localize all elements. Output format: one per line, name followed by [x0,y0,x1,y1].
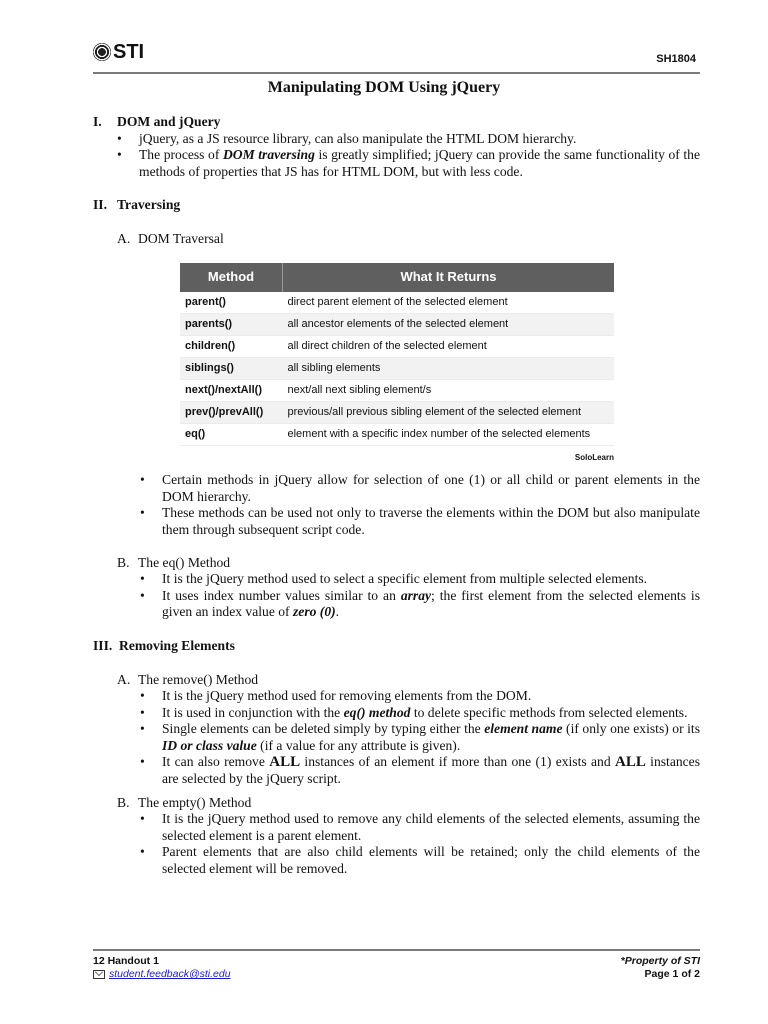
table-header-cell: What It Returns [283,263,615,292]
sti-globe-icon [93,43,111,61]
table-header-row [180,263,614,292]
list-item: • It can also remove ALL instances of an element if more than one (1) exists and ALL instances are selected by the jQuery script. [162,754,700,787]
section-heading-1: I. DOM and jQuery [93,114,221,129]
footer-left [93,955,231,981]
page-title: Manipulating DOM Using jQuery [267,79,501,96]
handout-label: 12 Handout 1 [93,955,159,967]
table-row [180,379,614,401]
logo-text: STI [113,41,145,63]
empty-method-list [93,811,700,877]
returns-cell: element with a specific index number of the selected elements [283,423,615,445]
list-item: • It is the jQuery method used to remove any child elements of the selected elements, assuming the selected element is a parent element. [162,811,700,844]
list-item: • It is the jQuery method used for removing elements from the DOM. [162,688,700,705]
property-label: *Property of STI [620,955,700,967]
subsection-heading: A. The remove() Method [117,671,259,687]
table-row [180,357,614,379]
method-cell: parent() [180,292,283,314]
list-item: • It is used in conjunction with the eq() method to delete specific methods from selected elements. [162,705,700,722]
returns-cell: all ancestor elements of the selected element [283,313,615,335]
table-row [180,292,614,314]
list-item: • It uses index number values similar to an array; the first element from the selected elements is given an index value of zero (0). [162,588,700,621]
envelope-icon [93,970,105,979]
page-footer [93,949,700,980]
method-cell: siblings() [180,357,283,379]
list-item: • These methods can be used not only to traverse the elements within the DOM but also manipulate them through subsequent script code. [162,505,700,538]
table-header-cell: Method [180,263,283,292]
table-row [180,313,614,335]
traversal-notes-list [93,472,700,538]
subsection-heading: B. The eq() Method [117,554,231,570]
document-code: SH1804 [656,53,696,65]
feedback-email-link[interactable]: student.feedback@sti.edu [109,968,231,980]
returns-cell: all sibling elements [283,357,615,379]
section-1-list [93,131,700,181]
list-item: • jQuery, as a JS resource library, can also manipulate the HTML DOM hierarchy. [139,131,700,148]
table-row [180,401,614,423]
list-item: • It is the jQuery method used to select a specific element from multiple selected elements. [162,571,700,588]
method-cell: parents() [180,313,283,335]
returns-cell: all direct children of the selected element [283,335,615,357]
document-body [93,114,700,878]
table-row [180,335,614,357]
list-item: • Parent elements that are also child elements will be retained; only the child elements of the selected element will be removed. [162,844,700,877]
footer-right [621,955,700,981]
list-item: • The process of DOM traversing is greatly simplified; jQuery can provide the same functionality of the methods of properties that JS has for HTML DOM, but with less code. [139,147,700,180]
eq-method-list [93,571,700,621]
page-number: Page 1 of 2 [644,968,700,980]
method-cell: eq() [180,423,283,445]
table-credit: SoloLearn [574,452,614,462]
section-heading-2: II. Traversing [93,197,181,213]
feedback-email-row [93,968,231,981]
returns-cell: next/all next sibling element/s [283,379,615,401]
returns-cell: direct parent element of the selected element [283,292,615,314]
subsection-heading: B. The empty() Method [117,794,252,810]
method-cell: next()/nextAll() [180,379,283,401]
remove-method-list [93,688,700,788]
table-row [180,423,614,445]
list-item: • Single elements can be deleted simply by typing either the element name (if only one exists) or its ID or class value (if a value for any attribute is given). [162,721,700,754]
method-cell: prev()/prevAll() [180,401,283,423]
sti-logo [93,42,144,62]
returns-cell: previous/all previous sibling element of the selected element [283,401,615,423]
section-heading-3: III. Removing Elements [93,637,235,653]
method-cell: children() [180,335,283,357]
list-item: • Certain methods in jQuery allow for selection of one (1) or all child or parent elements in the DOM hierarchy. [162,472,700,505]
subsection-heading: A. DOM Traversal [117,230,224,246]
traversal-table-wrap [93,263,700,467]
traversal-methods-table [180,263,614,446]
page-header [93,40,700,74]
